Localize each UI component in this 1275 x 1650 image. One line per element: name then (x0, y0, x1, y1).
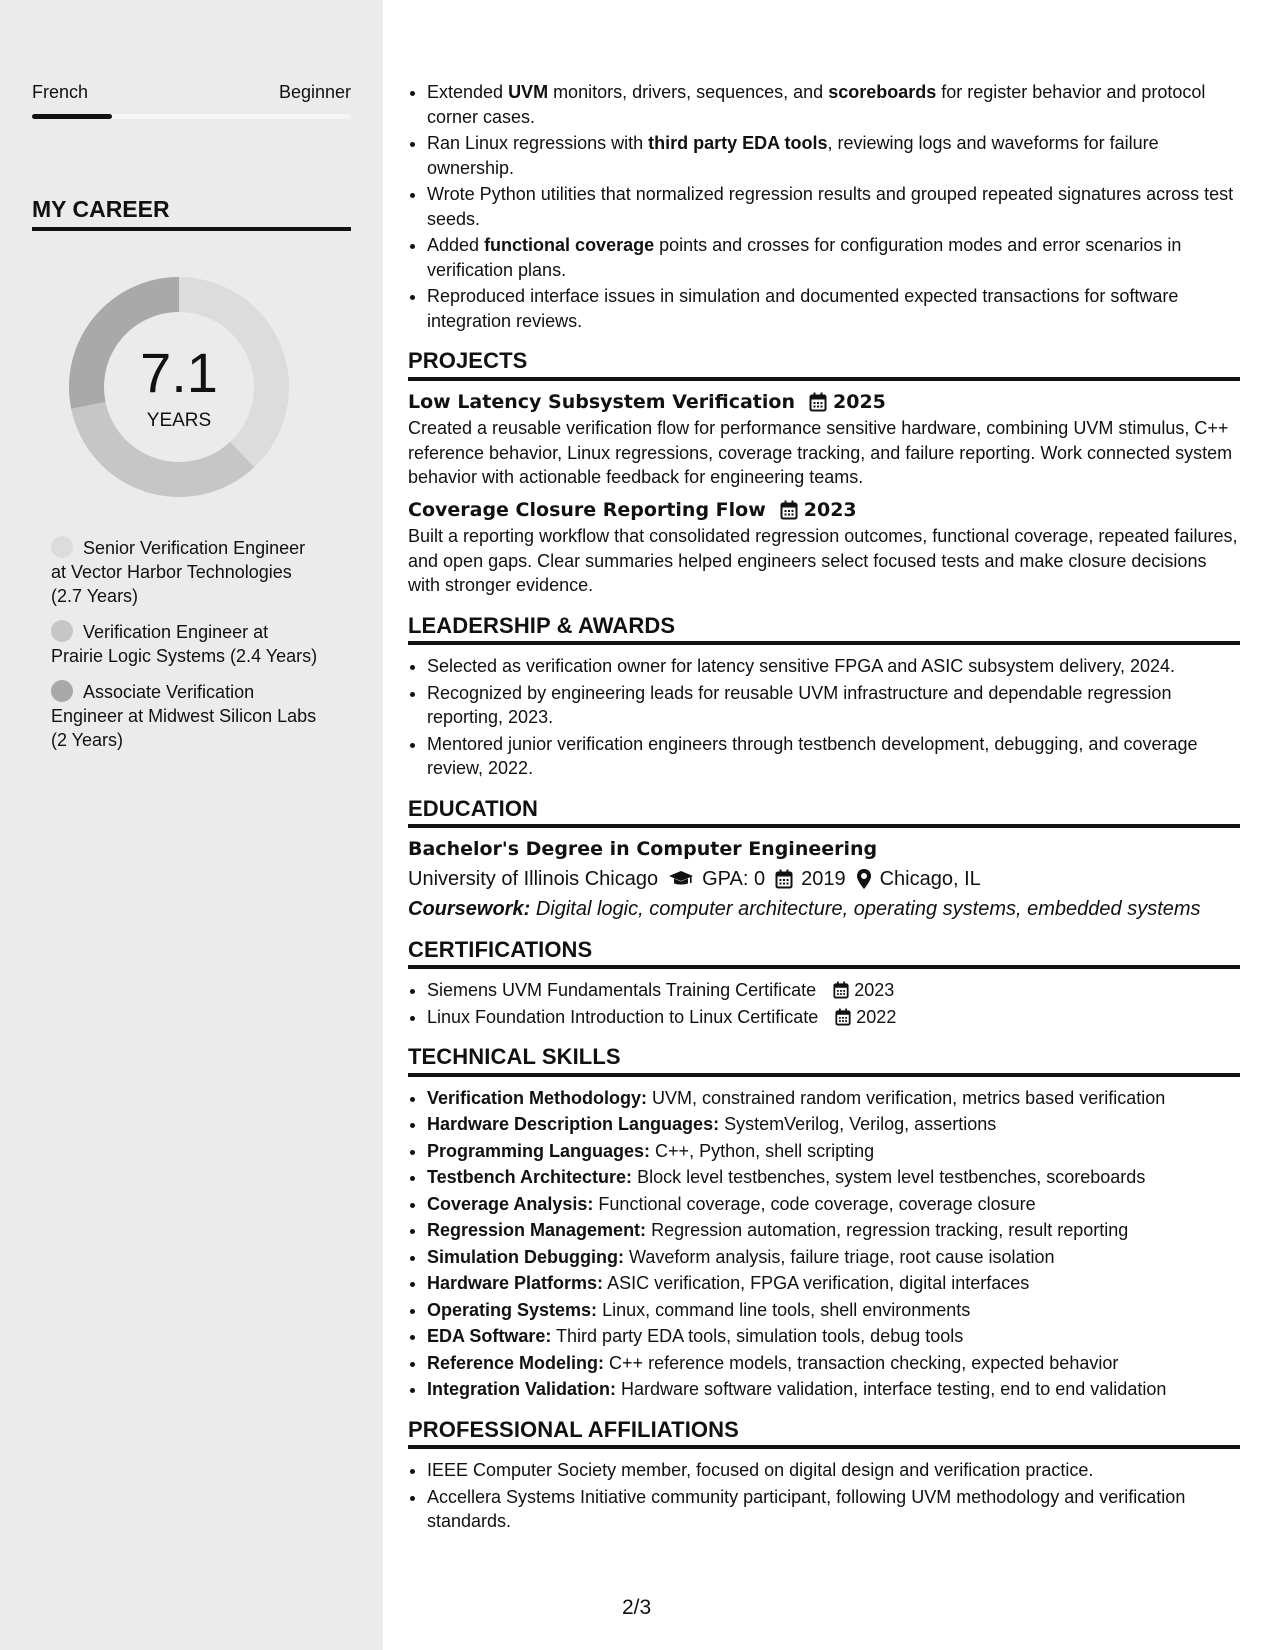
education-details (408, 867, 1240, 892)
experience-text: , reviewing logs and waveforms for failure ownership. (427, 133, 1159, 178)
experience-text: Ran Linux regressions with (427, 133, 649, 153)
experience-text: Extended (427, 82, 509, 102)
career-total-years: 7.1 (140, 341, 218, 404)
calendar-icon (833, 981, 849, 999)
language-proficiency-bar (32, 114, 351, 119)
project-name: Low Latency Subsystem Verification (408, 390, 795, 413)
certification-name: Siemens UVM Fundamentals Training Certificate (427, 980, 817, 1000)
education-year: 2019 (801, 867, 846, 890)
skill-value: ASIC verification, FPGA verification, digital interfaces (607, 1273, 1030, 1293)
career-section-rule (32, 227, 351, 231)
experience-text: Wrote Python utilities that normalized regression results and grouped repeated signatures across test seeds. (427, 184, 1234, 229)
experience-text: points and crosses for configuration modes and error scenarios in verification plans. (427, 235, 1182, 280)
leadership-item: • Mentored junior verification engineers through testbench development, debugging, and coverage review, 2022. (427, 732, 1240, 781)
project-description: Created a reusable verification flow for performance sensitive hardware, combining UVM stimulus, C++ reference behavior, Linux regressions, coverage tracking, and failure reporting. Work connected system behavior with actionable feedback for engineering teams. (408, 418, 1233, 487)
language-name: French (32, 82, 89, 102)
experience-keyword: scoreboards (828, 82, 937, 102)
career-role-label: Associate Verification Engineer at Midwest Silicon Labs (2 Years) (51, 682, 317, 750)
education-gpa: GPA: 0 (702, 867, 766, 890)
main-content (408, 80, 1240, 1536)
leadership-list (408, 654, 1240, 781)
education-location: Chicago, IL (879, 867, 981, 890)
skill-label: Hardware Platforms: (427, 1273, 604, 1293)
skill-label: Simulation Debugging: (427, 1246, 624, 1267)
coursework-value: Digital logic, computer architecture, operating systems, embedded systems (535, 898, 1201, 920)
location-pin-icon (856, 868, 872, 890)
skill-item (427, 1324, 1240, 1349)
skill-item (427, 1245, 1240, 1270)
skill-label: Regression Management: (427, 1220, 647, 1240)
project-heading (408, 390, 1240, 415)
language-row (32, 82, 351, 103)
experience-text: Added (427, 235, 485, 255)
project-item (408, 390, 1240, 490)
project-year: 2025 (833, 390, 886, 413)
skills-title: TECHNICAL SKILLS (408, 1045, 1240, 1077)
skill-label: Operating Systems: (427, 1299, 598, 1320)
language-level: Beginner (278, 82, 351, 102)
skill-value: C++, Python, shell scripting (655, 1140, 875, 1161)
skill-value: Regression automation, regression tracking, result reporting (651, 1220, 1129, 1240)
career-role (51, 620, 321, 668)
project-year: 2023 (803, 498, 857, 521)
skill-value: Third party EDA tools, simulation tools, debug tools (556, 1326, 964, 1346)
career-role (51, 680, 321, 752)
certification-item (427, 1005, 1240, 1030)
career-section-title: MY CAREER (32, 196, 170, 222)
skill-label: Integration Validation: (427, 1379, 617, 1399)
certifications-list (408, 978, 1240, 1029)
skill-item (427, 1192, 1240, 1217)
skill-value: Functional coverage, code coverage, coverage closure (598, 1193, 1036, 1214)
certification-year: 2022 (856, 1006, 897, 1027)
career-role-list (51, 536, 321, 764)
legend-dot (51, 620, 73, 642)
skill-label: Testbench Architecture: (427, 1167, 633, 1187)
skill-value: SystemVerilog, Verilog, assertions (724, 1114, 997, 1134)
experience-text: monitors, drivers, sequences, and (548, 82, 829, 102)
career-total-unit: YEARS (146, 410, 212, 431)
skill-value: Hardware software validation, interface testing, end to end validation (621, 1379, 1167, 1399)
certifications-title: CERTIFICATIONS (408, 938, 1240, 970)
project-heading (408, 498, 1240, 523)
leadership-title: LEADERSHIP & AWARDS (408, 614, 1240, 646)
calendar-icon (780, 500, 798, 520)
affiliations-title: PROFESSIONAL AFFILIATIONS (408, 1418, 1240, 1450)
skill-value: UVM, constrained random verification, metrics based verification (652, 1087, 1166, 1108)
experience-keyword: UVM (508, 82, 549, 102)
skill-label: Coverage Analysis: (427, 1193, 594, 1214)
education-coursework (408, 897, 1240, 922)
project-item (408, 498, 1240, 598)
skill-item (427, 1165, 1240, 1190)
leadership-item: • Recognized by engineering leads for reusable UVM infrastructure and dependable regression reporting, 2023. (427, 681, 1240, 730)
leadership-item: • Selected as verification owner for latency sensitive FPGA and ASIC subsystem delivery, 2024. (427, 654, 1240, 679)
skill-item (427, 1139, 1240, 1164)
skill-item (427, 1271, 1240, 1296)
skill-item (427, 1086, 1240, 1111)
skill-item (427, 1112, 1240, 1137)
affiliation-item: • Accellera Systems Initiative community participant, following UVM methodology and verification standards. (427, 1485, 1240, 1534)
skill-label: Programming Languages: (427, 1140, 651, 1161)
legend-dot (51, 536, 73, 558)
experience-item (427, 284, 1240, 333)
skill-label: Verification Methodology: (427, 1087, 648, 1108)
education-title: EDUCATION (408, 797, 1240, 829)
page-number: 2/3 (622, 1596, 652, 1619)
experience-bullets (408, 80, 1240, 333)
education-school: University of Illinois Chicago (408, 867, 659, 890)
skill-item (427, 1218, 1240, 1243)
calendar-icon (835, 1008, 851, 1026)
career-role-label: Senior Verification Engineer at Vector Harbor Technologies (2.7 Years) (51, 538, 306, 606)
skill-label: EDA Software: (427, 1326, 552, 1346)
skill-label: Reference Modeling: (427, 1352, 605, 1373)
graduation-cap-icon (668, 870, 694, 888)
certification-item (427, 978, 1240, 1003)
experience-keyword: functional coverage (484, 235, 655, 255)
skill-item (427, 1298, 1240, 1323)
education-degree: Bachelor's Degree in Computer Engineering (408, 838, 878, 860)
certification-year: 2023 (854, 980, 895, 1000)
skills-list (408, 1086, 1240, 1402)
sidebar (0, 0, 383, 1650)
affiliations-list (408, 1458, 1240, 1534)
experience-item (427, 131, 1240, 180)
experience-item (427, 182, 1240, 231)
coursework-label: Coursework: (408, 898, 531, 920)
career-role-label: Verification Engineer at Prairie Logic Systems (2.4 Years) (51, 622, 318, 666)
career-role (51, 536, 321, 608)
project-name: Coverage Closure Reporting Flow (408, 498, 766, 521)
calendar-icon (775, 869, 793, 889)
experience-text: for register behavior and protocol corner cases. (427, 82, 1206, 127)
projects-title: PROJECTS (408, 349, 1240, 381)
affiliation-item: • IEEE Computer Society member, focused on digital design and verification practice. (427, 1458, 1240, 1483)
experience-item (427, 80, 1240, 129)
skill-item (427, 1351, 1240, 1376)
calendar-icon (809, 392, 827, 412)
skill-value: Block level testbenches, system level testbenches, scoreboards (637, 1167, 1146, 1187)
language-proficiency-fill (32, 114, 112, 119)
project-description: Built a reporting workflow that consolidated regression outcomes, functional coverage, repeated failures, and open gaps. Clear summaries helped engineers select focused tests and make closure decisions with stronger evidence. (408, 526, 1238, 595)
experience-keyword: third party EDA tools (648, 133, 828, 153)
skill-value: Linux, command line tools, shell environments (602, 1299, 971, 1320)
certification-name: Linux Foundation Introduction to Linux Certificate (427, 1006, 819, 1027)
legend-dot (51, 680, 73, 702)
skill-item (427, 1377, 1240, 1402)
experience-item (427, 233, 1240, 282)
experience-text: Reproduced interface issues in simulation and documented expected transactions for software integration reviews. (427, 286, 1179, 331)
skill-label: Hardware Description Languages: (427, 1114, 720, 1134)
skill-value: Waveform analysis, failure triage, root cause isolation (629, 1246, 1055, 1267)
skill-value: C++ reference models, transaction checking, expected behavior (609, 1352, 1119, 1373)
